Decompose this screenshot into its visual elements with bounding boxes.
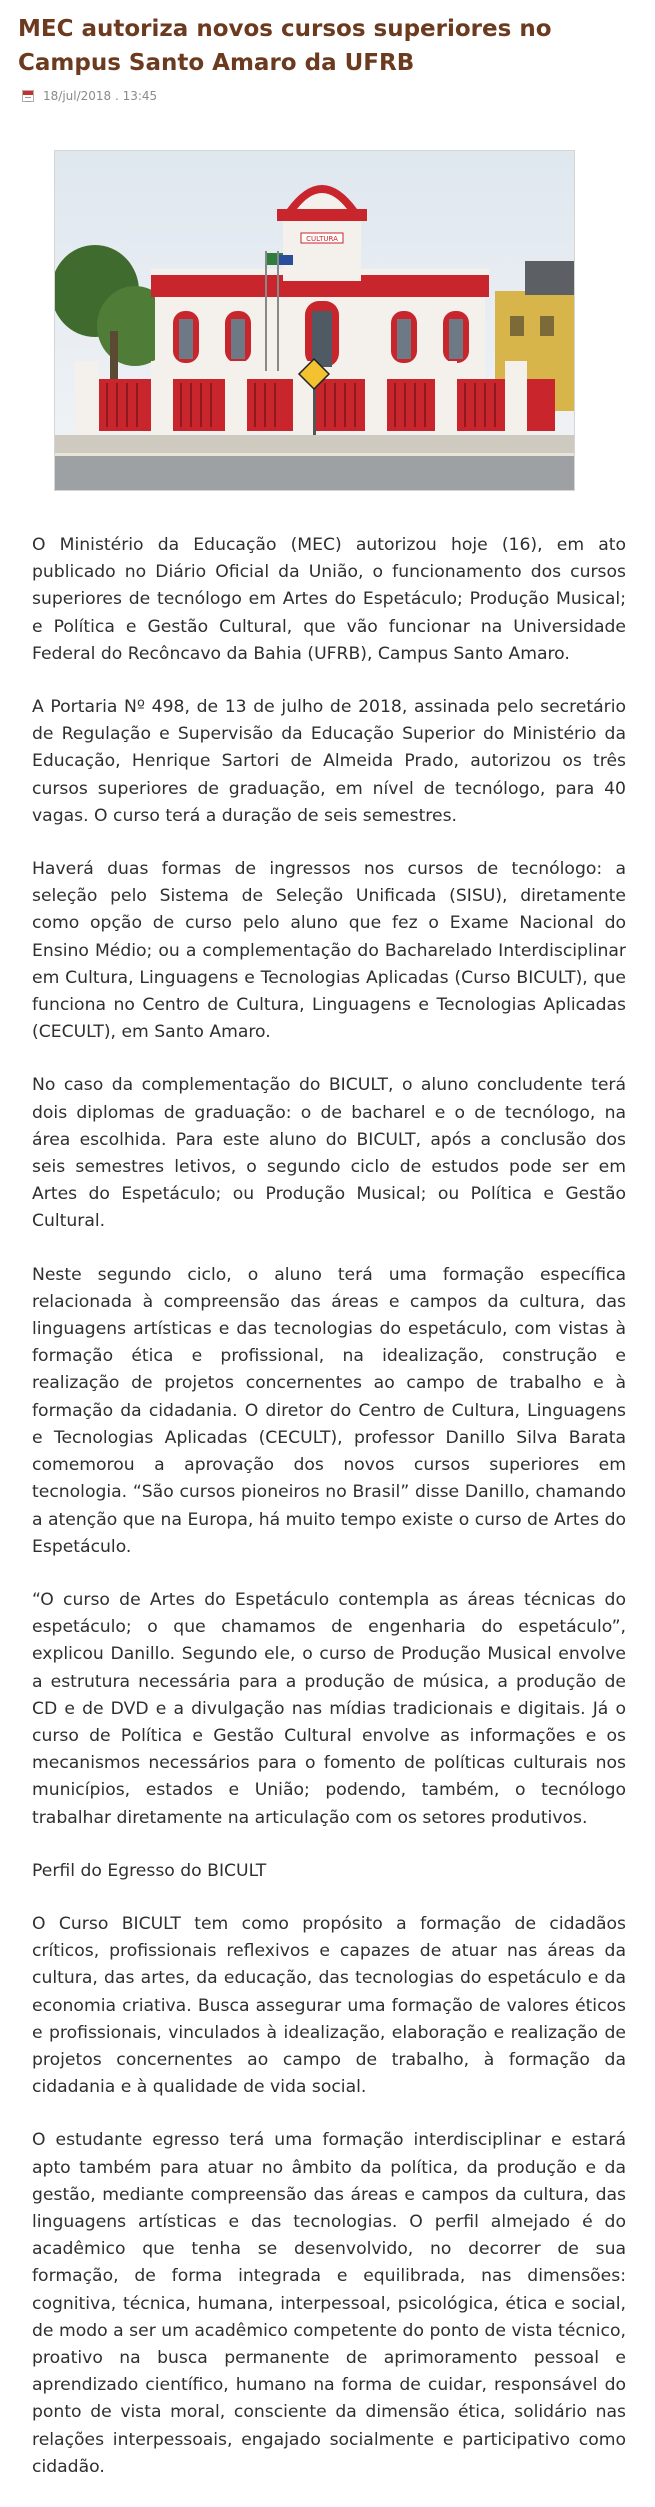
article-paragraph: O estudante egresso terá uma formação interdisciplinar e estará apto também para atuar no âmbito da política, da produção e da gestão, mediante compreensão das áreas e campos da cultura, das linguagens artísticas e das tecnologias. O perfil almejado é do acadêmico que tenha se desenvolvido, no decorrer de sua formação, de forma integrada e equilibrada, nas dimensões: cognitiva, técnica, humana, interpessoal, psicológica, ética e social, de modo a ser um acadêmico competente do ponto de vista técnico, proativo na busca permanente de aprimoramento pessoal e aprendizado científico, humano na forma de cuidar, responsável do ponto de vista moral, consciente da dimensão ética, solidário nas relações interpessoais, engajado socialmente e participativo como cidadão.	[32, 2130, 626, 2477]
building-sign-text: CULTURA	[306, 235, 338, 243]
article-meta	[22, 87, 157, 105]
publish-date: 18/jul/2018 . 13:45	[43, 89, 158, 103]
article-body	[32, 532, 626, 2507]
article-paragraph: A Portaria Nº 498, de 13 de julho de 2018, assinada pelo secretário de Regulação e Supervisão da Educação Superior do Ministério da Educação, Henrique Sartori de Almeida Prado, autorizou os três cursos superiores de graduação, em nível de tecnólogo, para 40 vagas. O curso terá a duração de seis semestres.	[32, 697, 626, 826]
article-paragraph: Neste segundo ciclo, o aluno terá uma formação específica relacionada à compreensão das áreas e campos da cultura, das linguagens artísticas e das tecnologias do espetáculo, com vistas à formação ética e profissional, na idealização, construção e realização de projetos concernentes ao campo de trabalho e à formação da cidadania. O diretor do Centro de Cultura, Linguagens e Tecnologias Aplicadas (CECULT), professor Danillo Silva Barata comemorou a aprovação dos novos cursos superiores em tecnologia. “São cursos pioneiros no Brasil” disse Danillo, chamando a atenção que na Europa, há muito tempo existe o curso de Artes do Espetáculo.	[32, 1264, 626, 1557]
article-paragraph: O Ministério da Educação (MEC) autorizou hoje (16), em ato publicado no Diário Oficial da União, o funcionamento dos cursos superiores de tecnólogo em Artes do Espetáculo; Produção Musical; e Política e Gestão Cultural, que vão funcionar na Universidade Federal do Recôncavo da Bahia (UFRB), Campus Santo Amaro.	[32, 535, 626, 664]
building-photo-illustration	[55, 151, 574, 490]
article-paragraph: O Curso BICULT tem como propósito a formação de cidadãos críticos, profissionais reflexivos e capazes de atuar nas áreas da cultura, das artes, da educação, das tecnologias do espetáculo e da economia criativa. Busca assegurar uma formação de valores éticos e profissionais, vinculados à idealização, elaboração e realização de projetos concernentes ao campo de trabalho, à formação da cidadania e à qualidade de vida social.	[32, 1913, 626, 2098]
article-paragraph: Haverá duas formas de ingressos nos cursos de tecnólogo: a seleção pelo Sistema de Seleção Unificada (SISU), diretamente como opção de curso pelo aluno que fez o Exame Nacional do Ensino Médio; ou a complementação do Bacharelado Interdisciplinar em Cultura, Linguagens e Tecnologias Aplicadas (Curso BICULT), que funciona no Centro de Cultura, Linguagens e Tecnologias Aplicadas (CECULT), em Santo Amaro.	[32, 859, 626, 1043]
article-title: MEC autoriza novos cursos superiores no Campus Santo Amaro da UFRB	[18, 16, 552, 76]
calendar-icon	[22, 90, 34, 102]
article-paragraph: No caso da complementação do BICULT, o aluno concludente terá dois diplomas de graduação: o de bacharel e o de tecnólogo, na área escolhida. Para este aluno do BICULT, após a conclusão dos seis semestres letivos, o segundo ciclo de estudos pode ser em Artes do Espetáculo; ou Produção Musical; ou Política e Gestão Cultural.	[32, 1075, 626, 1232]
article-paragraph: “O curso de Artes do Espetáculo contempla as áreas técnicas do espetáculo; o que chamamos de engenharia do espetáculo”, explicou Danillo. Segundo ele, o curso de Produção Musical envolve a estrutura necessária para a produção de música, a produção de CD e de DVD e a divulgação nas mídias tradicionais e digitais. Já o curso de Política e Gestão Cultural envolve as informações e os mecanismos necessários para o fomento de políticas culturais nos municípios, estados e União; podendo, também, o tecnólogo trabalhar diretamente na articulação com os setores produtivos.	[32, 1589, 626, 1828]
article-photo	[54, 150, 575, 491]
section-subheading: Perfil do Egresso do BICULT	[32, 1860, 267, 1881]
